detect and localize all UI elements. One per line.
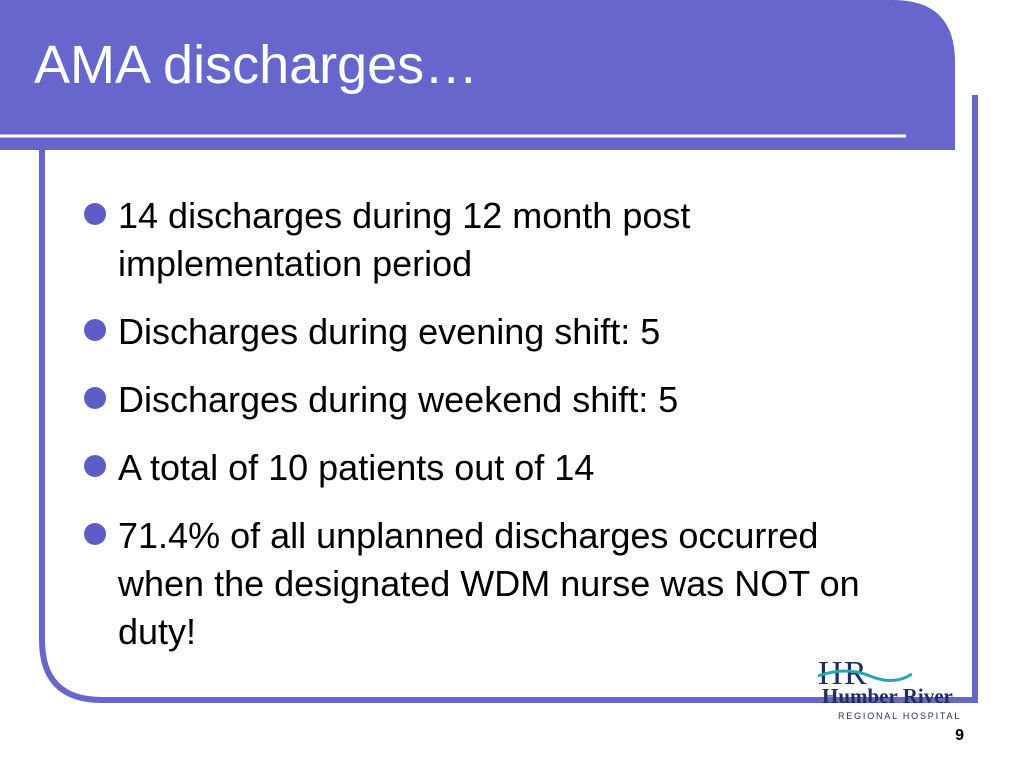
hospital-logo [810, 654, 980, 724]
bullet-list [82, 192, 882, 676]
bullet-dot-icon [84, 523, 106, 545]
slide-title: AMA discharges… [34, 35, 479, 95]
bullet-item [82, 376, 882, 424]
bullet-text: 14 discharges during 12 month post implementation period [118, 195, 691, 284]
logo-subtitle: REGIONAL HOSPITAL [838, 711, 962, 721]
bullet-dot-icon [84, 455, 106, 477]
bullet-dot-icon [84, 387, 106, 409]
bullet-text: Discharges during evening shift: 5 [118, 311, 661, 352]
bullet-item [82, 512, 882, 656]
bullet-item [82, 308, 882, 356]
bullet-item [82, 444, 882, 492]
bullet-dot-icon [84, 319, 106, 341]
svg-text:H: H [818, 655, 843, 688]
bullet-text: A total of 10 patients out of 14 [118, 447, 595, 488]
page-number: 9 [955, 727, 964, 744]
bullet-text: 71.4% of all unplanned discharges occurred when the designated WDM nurse was NOT on duty! [118, 515, 860, 652]
hr-logo-icon [816, 654, 912, 688]
bullet-item [82, 192, 882, 288]
svg-text:R: R [844, 655, 867, 688]
bullet-text: Discharges during weekend shift: 5 [118, 379, 679, 420]
logo-name: Humber River [822, 684, 953, 708]
bullet-dot-icon [84, 203, 106, 225]
